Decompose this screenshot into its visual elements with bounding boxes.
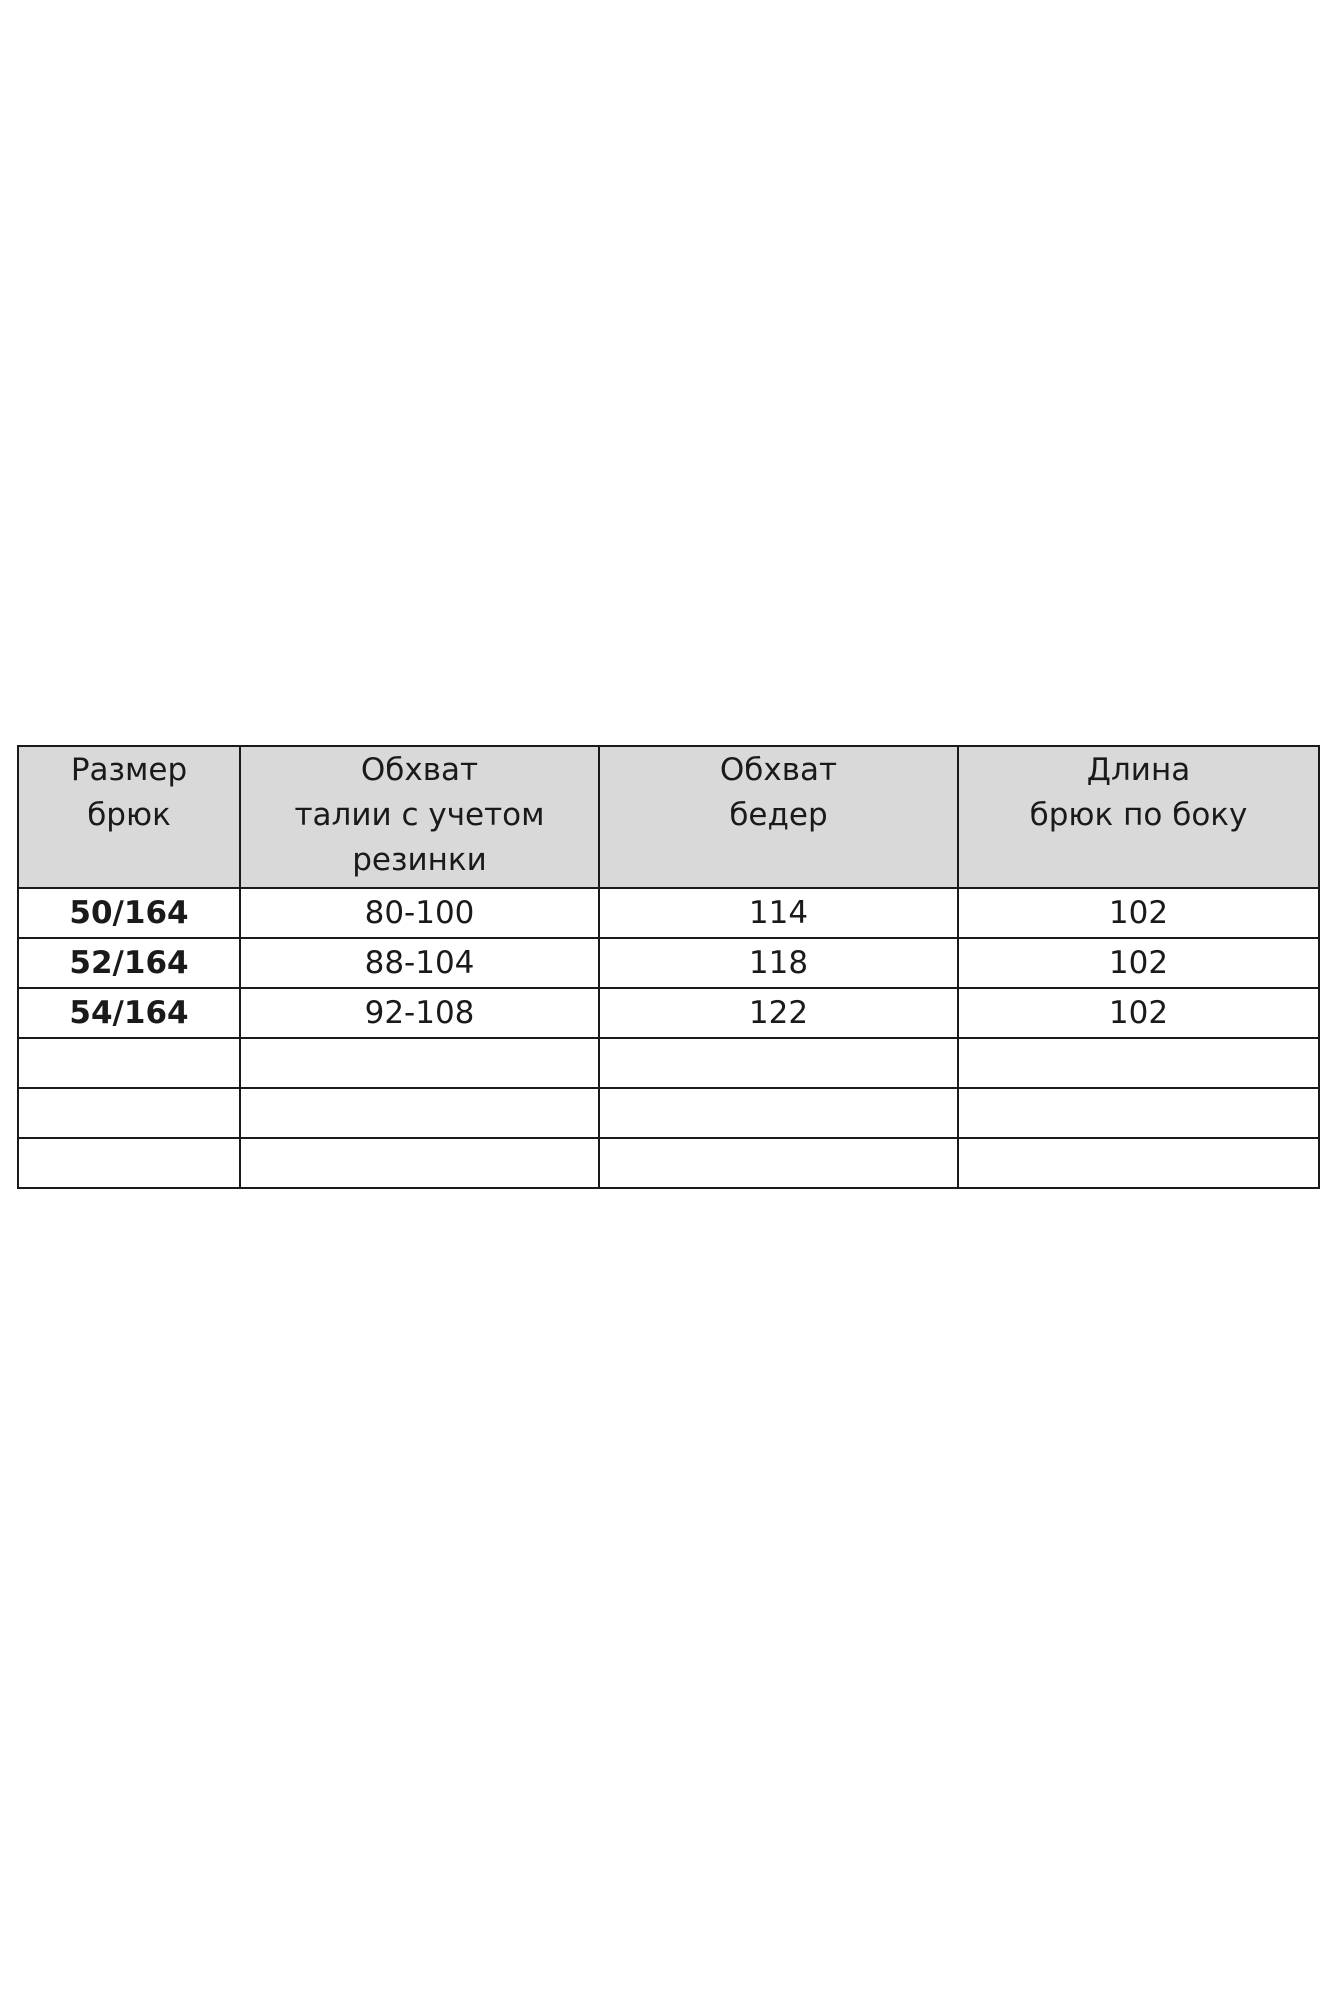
size-cell: [18, 1138, 240, 1188]
length-cell: 102: [958, 988, 1319, 1038]
waist-cell: [240, 1138, 599, 1188]
header-text: Длина: [1086, 752, 1191, 788]
table-row: [18, 888, 1319, 938]
length-cell: 102: [958, 938, 1319, 988]
table-row: [18, 1088, 1319, 1138]
table-row: [18, 1038, 1319, 1088]
header-size: [18, 746, 240, 888]
size-chart-table: [17, 745, 1320, 1189]
header-text: Обхват: [719, 752, 838, 788]
size-cell: 50/164: [18, 888, 240, 938]
header-waist: [240, 746, 599, 888]
length-cell: 102: [958, 888, 1319, 938]
header-text: резинки: [352, 842, 487, 878]
hips-cell: [599, 1038, 958, 1088]
length-cell: [958, 1038, 1319, 1088]
table-row: [18, 1138, 1319, 1188]
header-text: Размер: [70, 752, 188, 788]
header-text: брюк: [87, 797, 171, 833]
table-row: [18, 988, 1319, 1038]
table-header-row: [18, 746, 1319, 888]
header-text: талии с учетом: [294, 797, 545, 833]
hips-cell: [599, 1088, 958, 1138]
size-cell: 54/164: [18, 988, 240, 1038]
header-text: брюк по боку: [1029, 797, 1248, 833]
size-cell: [18, 1088, 240, 1138]
waist-cell: 92-108: [240, 988, 599, 1038]
waist-cell: [240, 1088, 599, 1138]
hips-cell: 118: [599, 938, 958, 988]
header-text: бедер: [729, 797, 828, 833]
header-text: Обхват: [360, 752, 479, 788]
table-row: [18, 938, 1319, 988]
size-cell: [18, 1038, 240, 1088]
waist-cell: 88-104: [240, 938, 599, 988]
hips-cell: [599, 1138, 958, 1188]
size-cell: 52/164: [18, 938, 240, 988]
length-cell: [958, 1088, 1319, 1138]
hips-cell: 114: [599, 888, 958, 938]
header-length: [958, 746, 1319, 888]
header-hips: [599, 746, 958, 888]
waist-cell: [240, 1038, 599, 1088]
hips-cell: 122: [599, 988, 958, 1038]
waist-cell: 80-100: [240, 888, 599, 938]
length-cell: [958, 1138, 1319, 1188]
